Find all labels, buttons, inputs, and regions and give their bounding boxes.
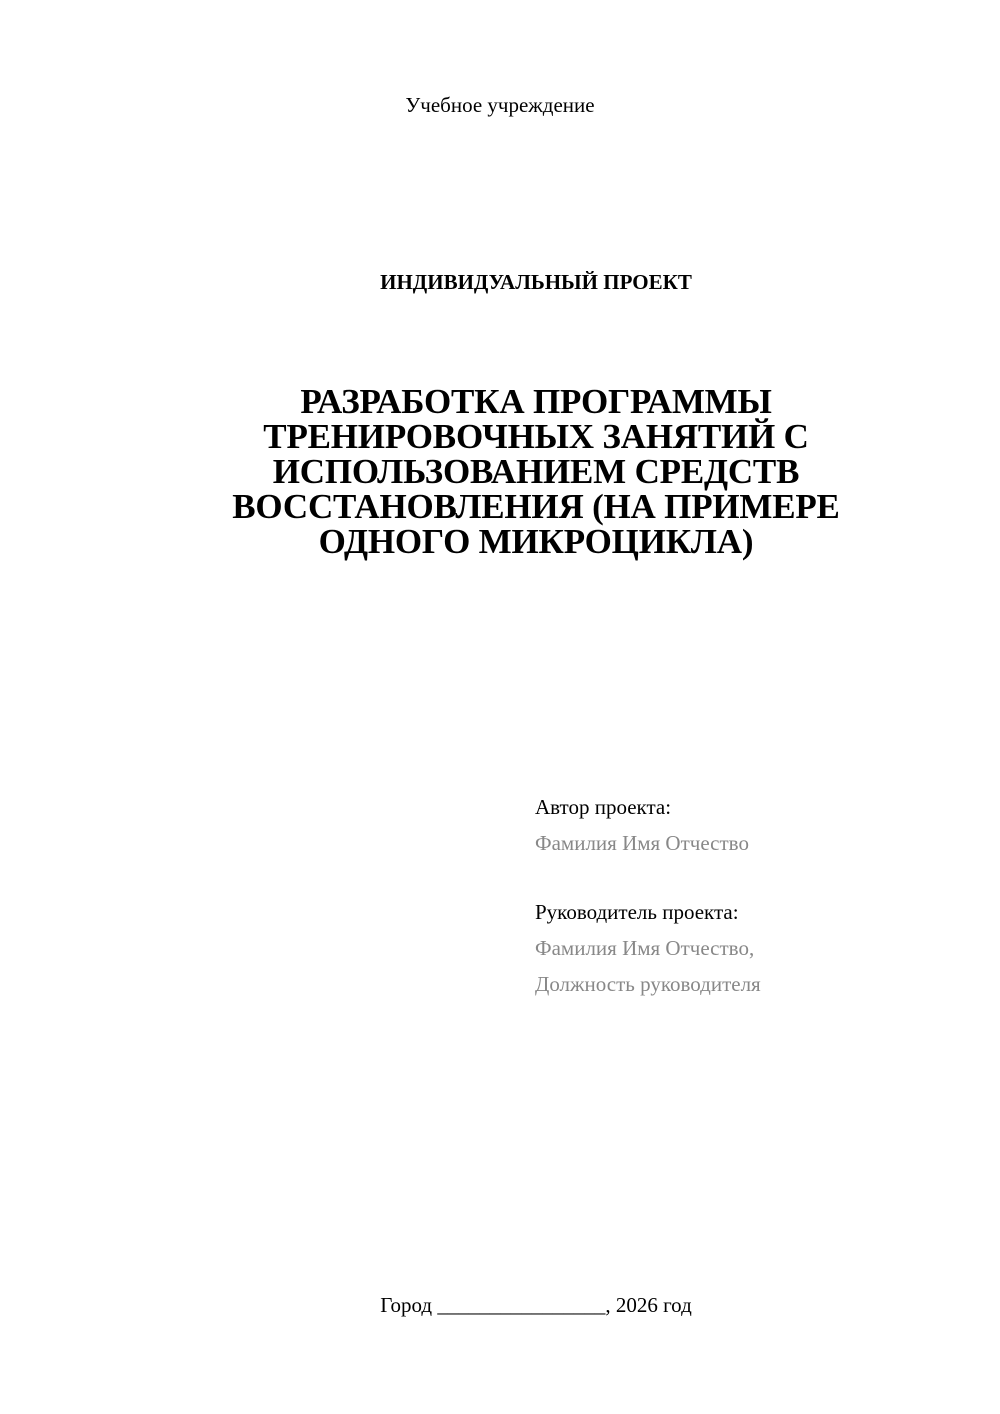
- credits-spacer: [535, 861, 761, 894]
- institution-name: Учебное учреждение: [405, 93, 595, 117]
- credits-block: [535, 789, 761, 1002]
- author-label: Автор проекта:: [535, 795, 672, 819]
- project-title: РАЗРАБОТКА ПРОГРАММЫ ТРЕНИРОВОЧНЫХ ЗАНЯТИЙ С ИСПОЛЬЗОВАНИЕМ СРЕДСТВ ВОССТАНОВЛЕНИЯ (НА ПРИМЕРЕ ОДНОГО МИКРОЦИКЛА): [232, 382, 840, 561]
- supervisor-position: Должность руководителя: [535, 972, 761, 996]
- author-name: Фамилия Имя Отчество: [535, 831, 749, 855]
- supervisor-label: Руководитель проекта:: [535, 900, 739, 924]
- city-year-line: Город ________________, 2026 год: [380, 1293, 692, 1317]
- project-type-heading: ИНДИВИДУАЛЬНЫЙ ПРОЕКТ: [380, 270, 692, 294]
- supervisor-name: Фамилия Имя Отчество,: [535, 936, 755, 960]
